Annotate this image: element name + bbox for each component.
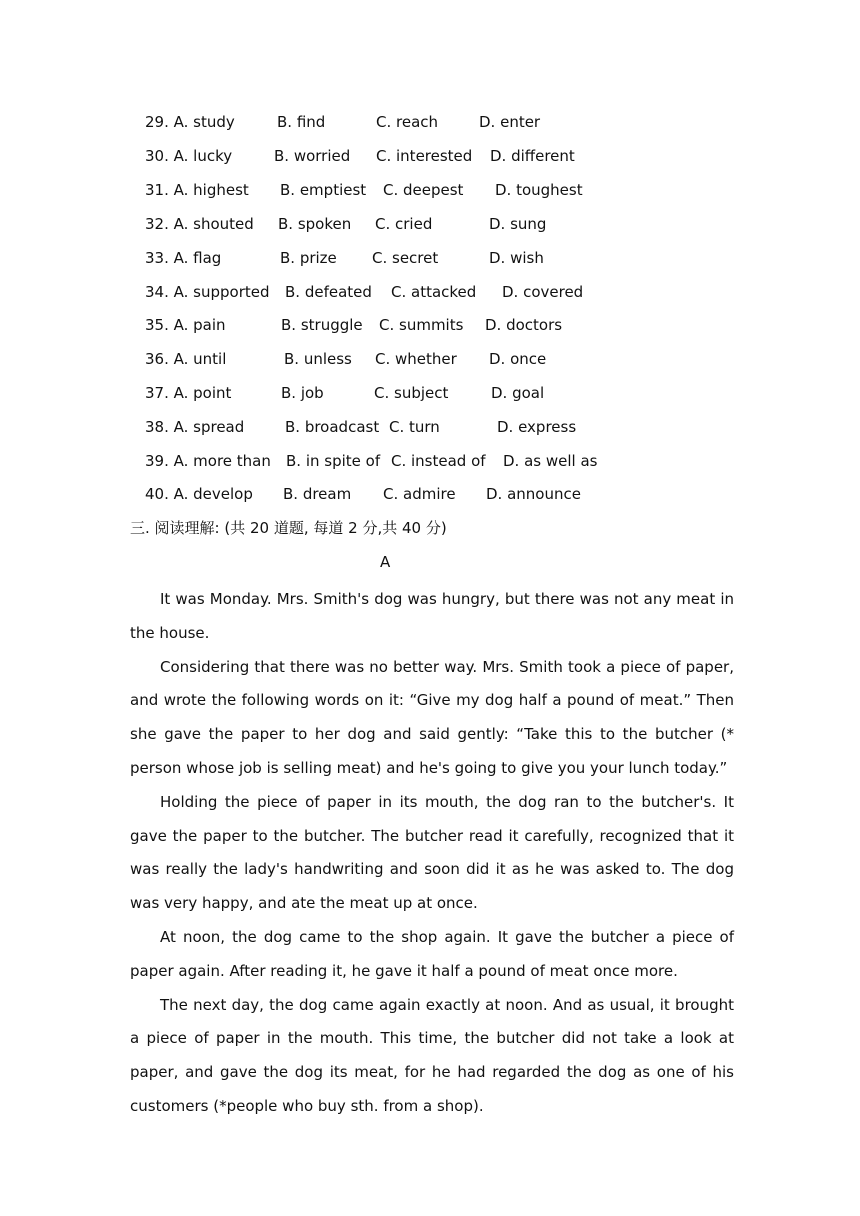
option-a: 34. A. supported: [145, 283, 270, 301]
option-a: 36. A. until: [145, 350, 227, 368]
option-b: B. worried: [274, 147, 351, 165]
passage-title: A: [380, 553, 391, 571]
option-c: C. secret: [372, 249, 439, 267]
option-c: C. cried: [375, 215, 433, 233]
option-d: D. goal: [491, 384, 545, 402]
option-a: 32. A. shouted: [145, 215, 254, 233]
option-b: B. emptiest: [280, 181, 367, 199]
option-d: D. different: [490, 147, 575, 165]
option-a: 33. A. flag: [145, 249, 222, 267]
option-d: D. covered: [502, 283, 584, 301]
option-a: 40. A. develop: [145, 485, 253, 503]
option-b: B. find: [277, 113, 326, 131]
option-c: C. interested: [376, 147, 473, 165]
option-a: 39. A. more than: [145, 452, 271, 470]
paragraph: At noon, the dog came to the shop again. It gave the butcher a piece of paper again. After reading it, he gave it half a pound of meat once more.: [130, 927, 734, 980]
option-c: C. admire: [383, 485, 456, 503]
option-a: 29. A. study: [145, 113, 235, 131]
option-b: B. struggle: [281, 316, 363, 334]
option-a: 30. A. lucky: [145, 147, 233, 165]
paragraph: Holding the piece of paper in its mouth, the dog ran to the butcher's. It gave the paper to the butcher. The butcher read it carefully, recognized that it was really the lady's handwriting and soon did it as he was asked to. The dog was very happy, and ate the meat up at once.: [130, 792, 734, 913]
option-d: D. doctors: [485, 316, 563, 334]
option-c: C. instead of: [391, 452, 486, 470]
option-b: B. in spite of: [286, 452, 381, 470]
option-b: B. job: [281, 384, 324, 402]
option-d: D. enter: [479, 113, 541, 131]
option-b: B. prize: [280, 249, 337, 267]
option-b: B. spoken: [278, 215, 352, 233]
option-d: D. express: [497, 418, 577, 436]
passage-body: [130, 583, 734, 1124]
option-c: C. turn: [389, 418, 440, 436]
option-a: 38. A. spread: [145, 418, 245, 436]
option-d: D. toughest: [495, 181, 583, 199]
option-d: D. as well as: [503, 452, 598, 470]
option-b: B. dream: [283, 485, 352, 503]
option-d: D. wish: [489, 249, 544, 267]
option-c: C. whether: [375, 350, 457, 368]
paragraph: It was Monday. Mrs. Smith's dog was hungry, but there was not any meat in the house.: [130, 590, 734, 642]
option-a: 35. A. pain: [145, 316, 226, 334]
option-c: C. summits: [379, 316, 464, 334]
option-b: B. defeated: [285, 283, 372, 301]
paragraph: The next day, the dog came again exactly at noon. And as usual, it brought a piece of paper in the mouth. This time, the butcher did not take a look at paper, and gave the dog its meat, for he had regarded the dog as one of his customers (*people who buy sth. from a shop).: [130, 995, 734, 1115]
option-c: C. attacked: [391, 283, 477, 301]
option-d: D. announce: [486, 485, 581, 503]
option-c: C. deepest: [383, 181, 464, 199]
option-c: C. subject: [374, 384, 449, 402]
section-heading: 三. 阅读理解: (共 20 道题, 每道 2 分,共 40 分): [130, 519, 447, 537]
option-b: B. broadcast: [285, 418, 380, 436]
option-b: B. unless: [284, 350, 352, 368]
option-a: 37. A. point: [145, 384, 232, 402]
option-a: 31. A. highest: [145, 181, 249, 199]
option-d: D. sung: [489, 215, 547, 233]
option-d: D. once: [489, 350, 547, 368]
option-c: C. reach: [376, 113, 439, 131]
paragraph: Considering that there was no better way. Mrs. Smith took a piece of paper, and wrote the following words on it: “Give my dog half a pound of meat.” Then she gave the paper to her dog and said gently: “Take this to the butcher (* person whose job is selling meat) and he's going to give you your lunch today.”: [130, 657, 734, 777]
